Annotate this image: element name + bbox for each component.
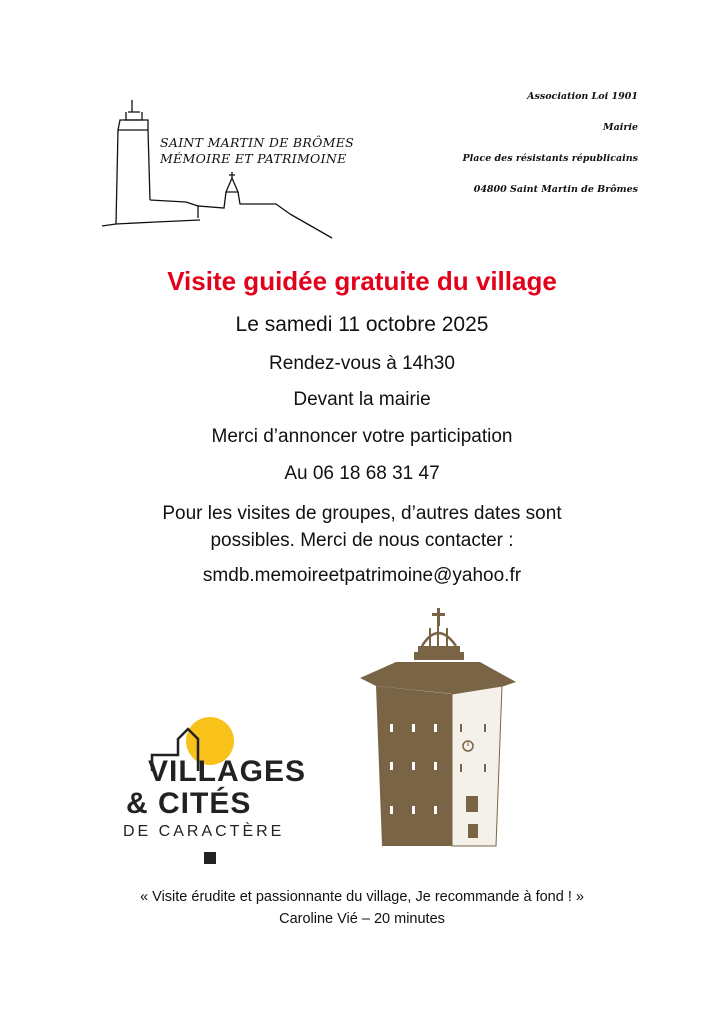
villages-cites-caractere-logo	[118, 715, 308, 865]
logo-text-line2: MÉMOIRE ET PATRIMOINE	[160, 151, 347, 166]
event-date: Le samedi 11 octobre 2025	[235, 313, 489, 336]
address-association: Association Loi 1901	[527, 91, 638, 102]
testimonial-author: Caroline Vié – 20 minutes	[279, 911, 445, 927]
address-place: Place des résistants républicains	[462, 153, 638, 164]
meeting-place: Devant la mairie	[293, 389, 431, 410]
association-logo-drawing	[96, 92, 336, 242]
logo-villages: VILLAGES	[148, 755, 307, 788]
page-title: Visite guidée gratuite du village	[167, 266, 557, 296]
logo-text-line1: SAINT MARTIN DE BRÔMES	[160, 135, 355, 150]
address-mairie: Mairie	[603, 122, 638, 133]
address-city: 04800 Saint Martin de Brômes	[473, 184, 638, 195]
announce-request: Merci d’annoncer votre participation	[211, 426, 513, 447]
meeting-time: Rendez-vous à 14h30	[269, 353, 455, 374]
groups-info-line2: possibles. Merci de nous contacter :	[210, 530, 514, 551]
logo-cites: & CITÉS	[126, 787, 252, 820]
tower-illustration	[356, 606, 522, 852]
testimonial-quote: « Visite érudite et passionnante du village, Je recommande à fond ! »	[140, 889, 584, 905]
groups-info-line1: Pour les visites de groupes, d’autres dates sont	[162, 503, 562, 524]
contact-email[interactable]: smdb.memoireetpatrimoine@yahoo.fr	[202, 565, 522, 586]
logo-de-caractere: DE CARACTÈRE	[123, 823, 285, 840]
phone-number: Au 06 18 68 31 47	[284, 463, 440, 484]
groups-info	[0, 500, 724, 554]
